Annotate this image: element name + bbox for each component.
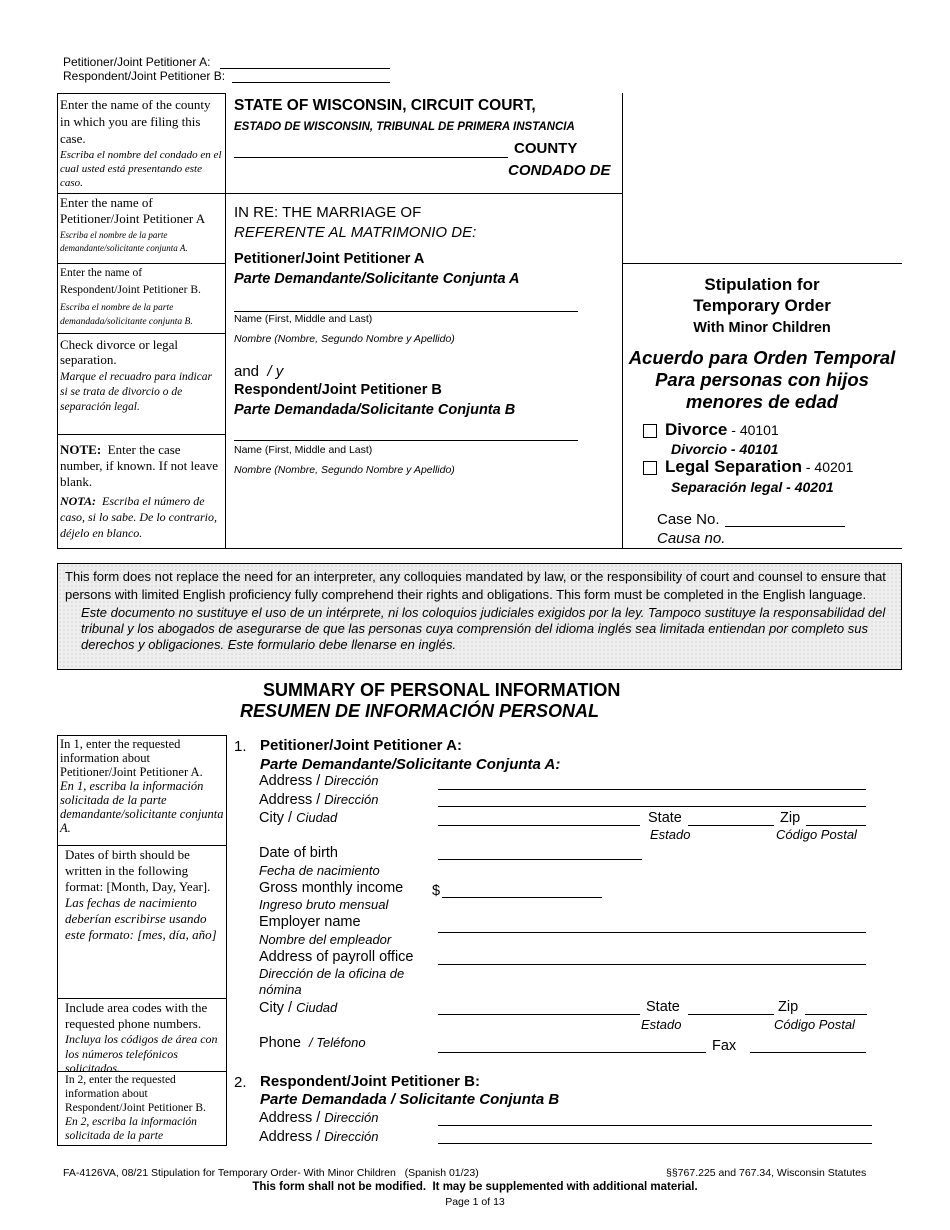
phone-field[interactable] — [438, 1052, 706, 1053]
section-2-title-es: Parte Demandada / Solicitante Conjunta B — [260, 1091, 560, 1108]
caption-row-3 — [57, 333, 225, 334]
section-2-number: 2. — [234, 1074, 247, 1091]
zip-2-field[interactable] — [805, 1014, 867, 1015]
city-field[interactable] — [438, 825, 640, 826]
caption-bottom-border — [57, 548, 902, 549]
fax-field[interactable] — [750, 1052, 866, 1053]
section-1-title: Petitioner/Joint Petitioner A: — [260, 737, 462, 754]
petitioner-a-header-field[interactable] — [220, 68, 390, 69]
form-title: Stipulation for Temporary Order With Minor Children — [693, 275, 831, 336]
section-2-title: Respondent/Joint Petitioner B: — [260, 1073, 481, 1090]
side-note-2: Dates of birth should be written in the following format: [Month, Day, Year]. Las fechas de nacimiento deberían escribirse usando este formato: [mes, día, año] — [57, 845, 227, 999]
respondent-b-label: Respondent/Joint Petitioner B — [234, 382, 442, 398]
address-2-label: Address / Dirección — [259, 792, 379, 808]
zip-field[interactable] — [806, 825, 866, 826]
address-2-field[interactable] — [438, 806, 866, 807]
dob-field[interactable] — [438, 859, 642, 860]
section-1-title-es: Parte Demandante/Solicitante Conjunta A: — [260, 756, 561, 773]
summary-title: SUMMARY OF PERSONAL INFORMATION — [263, 680, 621, 700]
side-note-3: Include area codes with the requested phone numbers. Incluya los códigos de área con los números telefónicos solicitados. — [57, 998, 227, 1072]
case-no-field[interactable] — [725, 526, 845, 527]
employer-field[interactable] — [438, 932, 866, 933]
divorce-label-es: Divorcio - 40101 — [671, 441, 779, 457]
section-2-address-1-label: Address / Dirección — [259, 1110, 379, 1126]
name-hint-2-es: Nombre (Nombre, Segundo Nombre y Apellido) — [234, 464, 455, 476]
form-title-es: Acuerdo para Orden Temporal Para personas con hijos menores de edad — [628, 347, 896, 412]
employer-label-es: Nombre del empleador — [259, 932, 392, 947]
petitioner-a-label: Petitioner/Joint Petitioner A — [234, 251, 425, 267]
income-field[interactable] — [442, 897, 602, 898]
name-hint-es: Nombre (Nombre, Segundo Nombre y Apellido) — [234, 333, 455, 345]
respondent-b-name-field[interactable] — [234, 440, 578, 441]
in-re-label: IN RE: THE MARRIAGE OF — [234, 204, 422, 221]
court-title: STATE OF WISCONSIN, CIRCUIT COURT, — [234, 97, 536, 114]
instruction-check: Check divorce or legal separation. Marque el recuadro para indicar si se trata de divorcio o de separación legal. — [60, 337, 213, 413]
section-2-address-1-field[interactable] — [438, 1125, 872, 1126]
divorce-checkbox[interactable] — [643, 424, 657, 438]
state-field[interactable] — [688, 825, 774, 826]
dob-label-es: Fecha de nacimiento — [259, 863, 380, 878]
city-2-label: City / Ciudad — [259, 1000, 338, 1016]
petitioner-a-label-es: Parte Demandante/Solicitante Conjunta A — [234, 271, 520, 287]
respondent-b-label-es: Parte Demandada/Solicitante Conjunta B — [234, 402, 516, 418]
in-re-label-es: REFERENTE AL MATRIMONIO DE: — [234, 224, 477, 241]
payroll-label-es: Dirección de la oficina de nómina — [259, 966, 405, 997]
legal-separation-checkbox[interactable] — [643, 461, 657, 475]
currency-symbol: $ — [432, 883, 441, 899]
summary-title-es: RESUMEN DE INFORMACIÓN PERSONAL — [240, 701, 600, 721]
divorce-label: Divorce - 40101 — [665, 420, 779, 439]
section-2-address-2-label: Address / Dirección — [259, 1129, 379, 1145]
instruction-note: NOTE: Enter the case number, if known. If not leave blank. NOTA: Escriba el número de caso, si lo sabe. De lo contrario, déjelo en blanco. — [60, 442, 218, 540]
side-note-4: In 2, enter the requested information about Respondent/Joint Petitioner B. En 2, escriba la información solicitada de la parte — [57, 1071, 227, 1146]
legal-separation-label: Legal Separation - 40201 — [665, 457, 854, 476]
income-label: Gross monthly income — [259, 880, 404, 896]
county-field[interactable] — [234, 157, 508, 158]
caption-row-4 — [57, 434, 225, 435]
instruction-respondent: Enter the name of Respondent/Joint Petitioner B. Escriba el nombre de la parte demandada/solicitante conjunta B. — [60, 267, 201, 327]
page-number: Page 1 of 13 — [445, 1196, 505, 1208]
legal-separation-label-es: Separación legal - 40201 — [671, 479, 834, 495]
employer-label: Employer name — [259, 914, 361, 930]
caption-row-2 — [57, 263, 225, 264]
payroll-field[interactable] — [438, 964, 866, 965]
address-1-field[interactable] — [438, 789, 866, 790]
zip-2-label: Zip — [778, 999, 799, 1015]
state-label: State — [648, 810, 682, 826]
name-hint: Name (First, Middle and Last) — [234, 313, 373, 325]
interpreter-notice: This form does not replace the need for an interpreter, any colloquies mandated by law, or the responsibility of court and counsel to ensure that persons with limited English proficiency fully comprehend their rights and obligations. This form must be completed in the English language. Este documento no sustituye el uso de un intérprete, ni los coloquios judiciales exigidos por la ley. Tampoco sustituye la responsabilidad del tribunal y los abogados de asegurarse de que las personas cuya comprensión del idioma inglés sea limitada entiendan por completo sus derechos y obligaciones. Este formulario debe llenarse en inglés. — [57, 563, 902, 670]
footer-form-id: FA-4126VA, 08/21 Stipulation for Temporary Order- With Minor Children (Spanish 01/23) — [63, 1167, 479, 1179]
dob-label: Date of birth — [259, 845, 338, 861]
caption-divider — [225, 93, 226, 549]
respondent-b-header-field[interactable] — [232, 82, 390, 83]
instruction-petitioner: Enter the name of Petitioner/Joint Petitioner A Escriba el nombre de la parte demandante/solicitante conjunta A. — [60, 195, 206, 253]
respondent-b-header: Respondent/Joint Petitioner B: — [63, 69, 226, 83]
address-1-label: Address / Dirección — [259, 773, 379, 789]
state-2-field[interactable] — [688, 1014, 774, 1015]
zip-label: Zip — [780, 810, 801, 826]
city-label: City / Ciudad — [259, 810, 338, 826]
caption-right-row — [622, 263, 902, 264]
section-2-address-2-field[interactable] — [438, 1143, 872, 1144]
phone-label: Phone / Teléfono — [259, 1035, 366, 1051]
section-1-number: 1. — [234, 738, 247, 755]
state-label-es: Estado — [650, 827, 691, 842]
name-hint-2: Name (First, Middle and Last) — [234, 444, 373, 456]
income-label-es: Ingreso bruto mensual — [259, 897, 389, 912]
zip-2-label-es: Código Postal — [774, 1017, 855, 1032]
instruction-county: Enter the name of the county in which you are filing this case. Escriba el nombre del condado en el cual usted está presentando este caso. — [60, 97, 222, 189]
payroll-label: Address of payroll office — [259, 949, 414, 965]
footer-warning: This form shall not be modified. It may be supplemented with additional material. — [252, 1181, 698, 1193]
petitioner-a-name-field[interactable] — [234, 311, 578, 312]
fax-label: Fax — [712, 1038, 737, 1054]
state-2-label: State — [646, 999, 680, 1015]
caption-row-1 — [57, 193, 622, 194]
city-2-field[interactable] — [438, 1014, 640, 1015]
side-note-1: In 1, enter the requested information about Petitioner/Joint Petitioner A. En 1, escriba la información solicitada de la parte demandante/solicitante conjunta A. — [57, 735, 227, 846]
petitioner-a-header: Petitioner/Joint Petitioner A: — [63, 55, 211, 69]
county-label: COUNTY — [514, 140, 578, 157]
zip-label-es: Código Postal — [776, 827, 857, 842]
county-label-es: CONDADO DE — [508, 162, 611, 179]
footer-statutes: §§767.225 and 767.34, Wisconsin Statutes — [666, 1167, 867, 1179]
court-title-es: ESTADO DE WISCONSIN, TRIBUNAL DE PRIMERA INSTANCIA — [234, 121, 575, 133]
caption-top-border — [57, 93, 225, 94]
caption-left-border — [57, 93, 58, 549]
state-2-label-es: Estado — [641, 1017, 682, 1032]
case-no-label-es: Causa no. — [657, 530, 726, 547]
and-label: and / y — [234, 363, 284, 380]
case-no-label: Case No. — [657, 511, 720, 528]
